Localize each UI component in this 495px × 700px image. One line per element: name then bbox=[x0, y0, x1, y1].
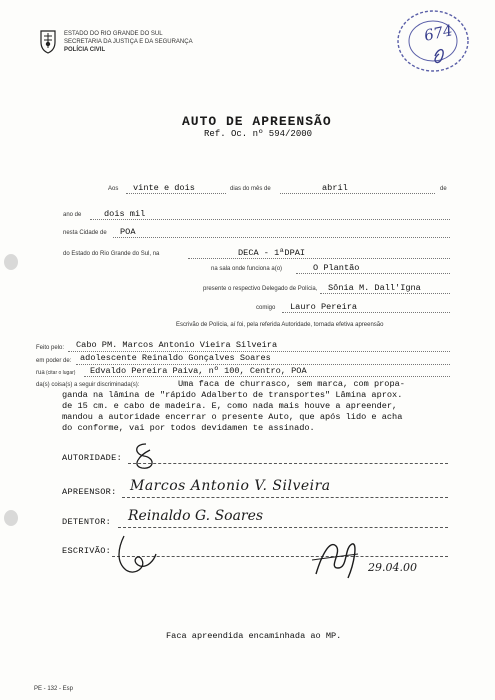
apreensor-signature: Marcos Antonio V. Silveira bbox=[130, 478, 331, 494]
footer-note: Faca apreendida encaminhada ao MP. bbox=[166, 631, 342, 641]
punch-hole bbox=[4, 510, 18, 526]
label-rua: rua bbox=[36, 370, 45, 376]
value-sala: O Plantão bbox=[313, 263, 360, 273]
label-apreensor: APREENSOR: bbox=[62, 487, 117, 497]
state-crest-icon bbox=[38, 28, 58, 54]
page-title: AUTO DE APREENSÃO bbox=[182, 114, 332, 129]
value-em-poder: adolescente Reinaldo Gonçalves Soares bbox=[80, 353, 271, 363]
value-escrivao: Lauro Pereira bbox=[290, 302, 358, 312]
label-aos: Aos bbox=[108, 186, 119, 192]
punch-hole bbox=[4, 254, 18, 270]
description-line-2: ganda na lâmina de "rápido Adalberto de transportes" Lâmina aprox. bbox=[62, 390, 403, 400]
label-de: de bbox=[440, 186, 447, 192]
label-cidade: nesta Cidade de bbox=[63, 230, 107, 236]
value-cidade: POA bbox=[120, 227, 136, 237]
label-sala: na sala onde funciona a(o) bbox=[211, 266, 283, 272]
escrivao-signature bbox=[112, 532, 160, 578]
header-line-3: POLÍCIA CIVIL bbox=[64, 47, 106, 53]
value-ano: dois mil bbox=[104, 209, 146, 219]
detentor-signature: Reinaldo G. Soares bbox=[128, 508, 264, 524]
label-coisas: da(s) coisa(s) a seguir discriminada(s): bbox=[36, 382, 140, 388]
handwritten-date: 29.04.00 bbox=[368, 561, 417, 574]
value-mes: abril bbox=[322, 183, 348, 193]
value-unidade: DECA - 1ªDPAI bbox=[238, 248, 306, 258]
header-line-1: ESTADO DO RIO GRANDE DO SUL bbox=[64, 31, 163, 37]
description-line-4: mandou a autoridade encerrar o presente Auto, que após lido e acha bbox=[62, 412, 403, 422]
label-dias-mes: dias do mês de bbox=[230, 186, 271, 192]
value-feito-por: Cabo PM. Marcos Antonio Vieira Silveira bbox=[76, 340, 278, 350]
autoridade-signature bbox=[128, 440, 164, 472]
value-delegado: Sônia M. Dall'Igna bbox=[328, 283, 421, 293]
label-em-poder: em poder de: bbox=[36, 358, 72, 364]
value-endereco: Edvaldo Pereira Paiva, nº 100, Centro, POA bbox=[90, 366, 307, 376]
description-line-1: Uma faca de churrasco, sem marca, com propa- bbox=[178, 379, 405, 389]
value-dia: vinte e dois bbox=[133, 183, 195, 193]
form-code: PE - 132 - Esp bbox=[34, 686, 74, 692]
description-line-5: do conforme, vai por todos devidamen te assinado. bbox=[62, 423, 315, 433]
reference-number: Ref. Oc. nº 594/2000 bbox=[204, 129, 313, 139]
description-line-3: de 15 cm. e cabo de madeira. E, como nada mais houve a apreender, bbox=[62, 401, 398, 411]
label-escrivao-text: Escrivão de Polícia, aí foi, pela referida Autoridade, tornada efetiva apreensão bbox=[176, 322, 384, 328]
label-detentor: DETENTOR: bbox=[62, 517, 112, 527]
stamp-number: 674 bbox=[422, 21, 455, 45]
label-ano: ano de bbox=[63, 212, 82, 218]
label-estado: do Estado do Rio Grande do Sul, na bbox=[63, 251, 160, 257]
label-citar-lugar: (citar o lugar) bbox=[46, 370, 76, 376]
label-autoridade: AUTORIDADE: bbox=[62, 453, 123, 463]
label-delegado: presente o respectivo Delegado de Polícia, bbox=[203, 286, 318, 292]
label-escrivao: ESCRIVÃO: bbox=[62, 546, 112, 556]
header-line-2: SECRETARIA DA JUSTIÇA E DA SEGURANÇA bbox=[64, 39, 193, 45]
label-comigo: comigo bbox=[256, 305, 276, 311]
delegado-signature bbox=[308, 534, 362, 584]
label-feito-por: Feito pelo: bbox=[36, 345, 65, 351]
